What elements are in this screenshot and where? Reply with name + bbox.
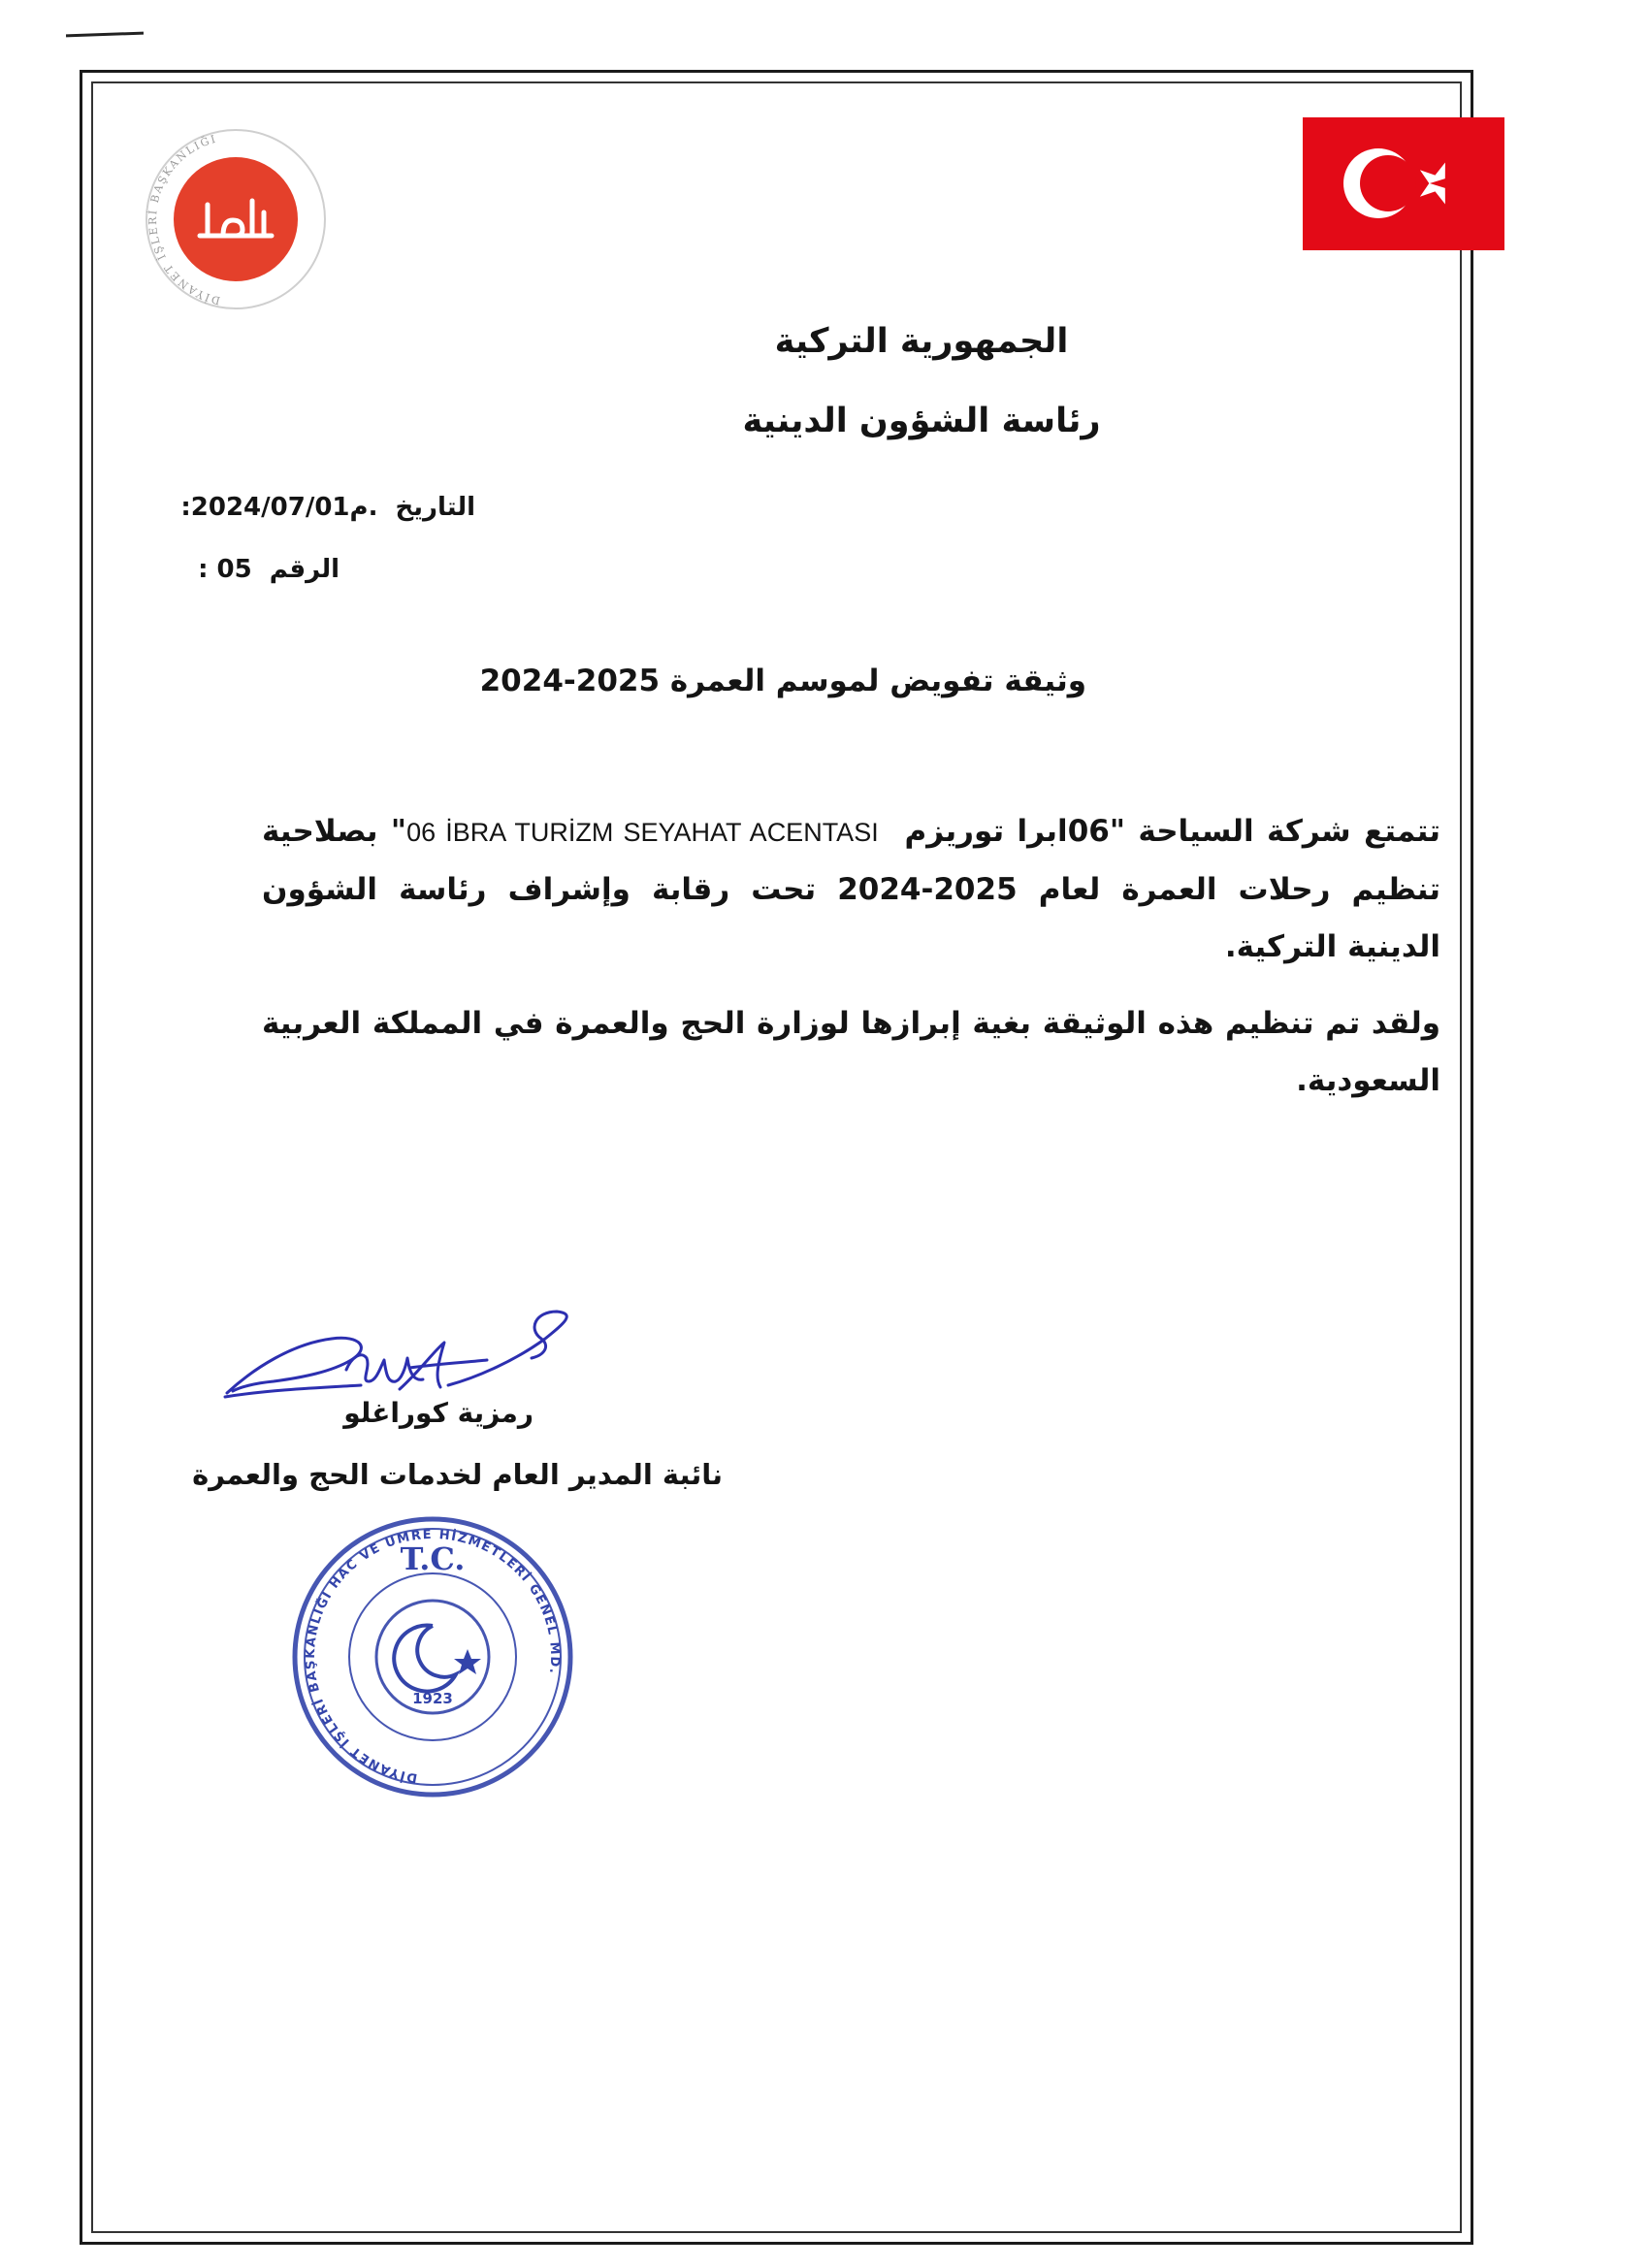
svg-text:DİYANET İŞLERİ BAŞKANLIĞI HAC: DİYANET İŞLERİ BAŞKANLIĞI HAC VE UMRE HİZMETLERİ GENEL MD.	[303, 1527, 563, 1786]
document-body	[262, 803, 1440, 1110]
number-label: الرقم	[269, 555, 340, 584]
signatory-title: نائبة المدير العام لخدمات الحج والعمرة	[192, 1458, 723, 1491]
scan-mark	[66, 32, 144, 38]
number-value: : 05	[198, 555, 252, 584]
turkish-flag	[1303, 117, 1504, 250]
signatory-name: رمزية كوراغلو	[343, 1397, 534, 1429]
body-paragraph-purpose: ولقد تم تنظيم هذه الوثيقة بغية إبرازها لوزارة الحج والعمرة في المملكة العربية السعودية.	[262, 1006, 1440, 1098]
diyanet-emblem-logo	[144, 119, 328, 313]
date-label: التاريخ	[395, 493, 475, 522]
date-row	[180, 493, 475, 522]
body-text-part1: تتمتع شركة السياحة "	[1109, 814, 1440, 849]
svg-text:1923: 1923	[412, 1690, 453, 1707]
header-republic: الجمهورية التركية	[774, 322, 1069, 361]
body-paragraph-authorization	[262, 803, 1440, 976]
number-row	[198, 555, 340, 584]
document-title: وثيقة تفويض لموسم العمرة 2025-2024	[479, 664, 1086, 698]
svg-text:T.C.: T.C.	[400, 1540, 466, 1577]
official-stamp	[287, 1511, 578, 1802]
company-name-arabic: 06ابرا توريزم	[904, 814, 1110, 849]
header-presidency: رئاسة الشؤون الدينية	[742, 402, 1101, 440]
date-value: :2024/07/01م.	[180, 493, 378, 522]
svg-text:DİYANET İŞLERİ BAŞKANLIĞI: DİYANET İŞLERİ BAŞKANLIĞI	[146, 132, 222, 308]
body-text-part2: " بصلاحية تنظيم رحلات العمرة لعام 2025-2024 تحت رقابة وإشراف رئاسة الشؤون الدينية التركية.	[262, 814, 1440, 964]
company-name-latin: 06 İBRA TURİZM SEYAHAT ACENTASI	[406, 818, 879, 847]
